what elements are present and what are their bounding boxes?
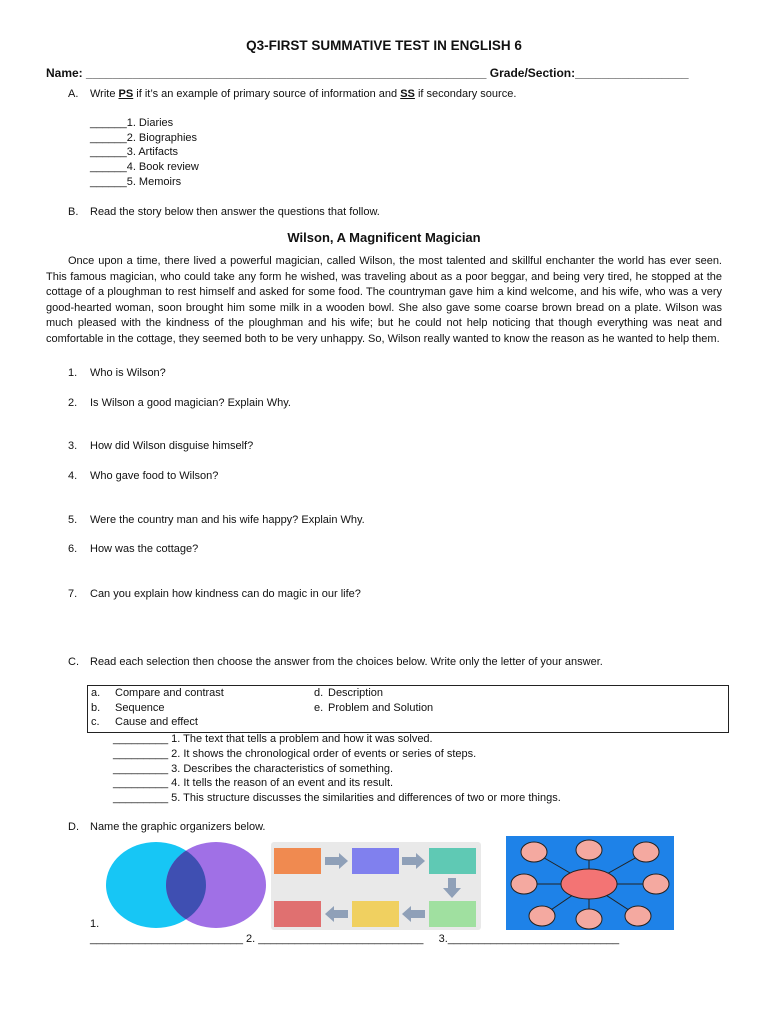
choice-text: Description [328, 687, 384, 699]
instruction-text: Name the graphic organizers below. [90, 821, 266, 833]
choice-item [91, 701, 224, 716]
question-number: 6. [68, 543, 78, 555]
choice-item [314, 701, 433, 716]
list-item[interactable]: ______3. Artifacts [90, 146, 179, 159]
instruction-text: if secondary source. [414, 88, 517, 100]
name-grade-line[interactable]: Name: ____________________________________________________________ Grade/Section:_________________ [46, 66, 689, 80]
question-text: How was the cottage? [90, 543, 199, 555]
question-text: Is Wilson a good magician? Explain Why. [90, 397, 291, 409]
choices-right [314, 686, 433, 715]
question-number: 7. [68, 588, 78, 600]
web-node [576, 909, 602, 929]
question-number: 5. [68, 514, 78, 526]
choice-letter: c. [91, 716, 100, 729]
list-item[interactable]: ______1. Diaries [90, 117, 174, 129]
sequence-box [352, 901, 399, 927]
choice-text: Problem and Solution [328, 701, 434, 714]
question-text: Were the country man and his wife happy? Explain Why. [90, 514, 365, 526]
choice-text: Compare and contrast [115, 687, 224, 699]
section-a-letter: A. [68, 88, 79, 100]
choice-letter: e. [314, 701, 324, 714]
question-4 [68, 470, 218, 482]
sequence-chart-image [271, 842, 481, 930]
section-c-instruction [68, 656, 603, 668]
web-node [625, 906, 651, 926]
list-item[interactable]: ______4. Book review [90, 161, 199, 174]
story-paragraph: Once upon a time, there lived a powerful magician, called Wilson, the most talented and skillful enchanter the world has ever seen. This famous magician, who could take any form he wished, was traveling about as a poor beggar, and being very tired, he stopped at the cottage of a ploughman to rest himself and asked for some food. The countryman gave him a kind welcome, and his wife, who was a very good-hearted woman, soon brought him some milk in a wooden bowl. She also gave some coarse brown bread on a plate. Wilson was much pleased with the kindness of the ploughman and his wife; but he could not help noticing that though everything was neat and comfortable in the cottage, they seemed both to be very unhappy. So, Wilson really wanted to know the reason as he wanted to help them. [46, 255, 722, 345]
question-number: 2. [68, 397, 78, 409]
section-c-letter: C. [68, 656, 79, 668]
section-a-instruction [68, 88, 516, 100]
question-text: Can you explain how kindness can do magic in our life? [90, 588, 361, 600]
sequence-box [429, 848, 476, 874]
question-1 [68, 367, 166, 379]
list-item[interactable]: _________ 4. It tells the reason of an event and its result. [113, 777, 394, 790]
web-node [529, 906, 555, 926]
web-node [576, 840, 602, 860]
sequence-box [274, 848, 321, 874]
instruction-text: if it’s an example of primary source of information and [133, 88, 401, 100]
question-text: How did Wilson disguise himself? [90, 440, 254, 452]
concept-web-image [506, 836, 674, 930]
list-item[interactable]: _________ 1. The text that tells a problem and how it was solved. [113, 733, 433, 745]
list-item[interactable]: _________ 5. This structure discusses the similarities and differences of two or more things. [113, 792, 561, 805]
list-item[interactable]: _________ 3. Describes the characteristics of something. [113, 762, 394, 775]
section-c-list [113, 732, 561, 806]
choice-letter: b. [91, 701, 101, 714]
instruction-text: Read the story below then answer the questions that follow. [90, 206, 380, 218]
question-number: 1. [68, 367, 78, 379]
question-6 [68, 543, 198, 555]
web-center-node [561, 869, 617, 899]
web-node [633, 842, 659, 862]
section-b-instruction [68, 206, 380, 218]
choice-item [91, 686, 224, 701]
choice-item [91, 715, 224, 730]
question-number: 4. [68, 470, 78, 482]
section-b-letter: B. [68, 206, 79, 218]
ss-term: SS [400, 88, 415, 100]
choice-item [314, 686, 433, 701]
web-node [521, 842, 547, 862]
question-7 [68, 588, 361, 600]
section-a-list [90, 116, 199, 190]
choice-letter: a. [91, 687, 101, 699]
section-d-instruction [68, 821, 265, 833]
question-number: 3. [68, 440, 78, 452]
question-text: Who gave food to Wilson? [90, 470, 219, 482]
list-item[interactable]: ______5. Memoirs [90, 175, 182, 188]
question-5 [68, 514, 365, 526]
list-item[interactable]: ______2. Biographies [90, 131, 198, 144]
section-d-letter: D. [68, 821, 79, 833]
choice-text: Sequence [115, 701, 165, 714]
question-3 [68, 440, 253, 452]
organizer-answer-blanks[interactable]: _________________________ 2. ___________________________ 3.____________________________ [90, 933, 620, 945]
choice-letter: d. [314, 687, 324, 699]
choices-left [91, 686, 224, 730]
choice-text: Cause and effect [115, 716, 198, 729]
sequence-box [352, 848, 399, 874]
organizer-number-1: 1. [90, 918, 100, 930]
story-title: Wilson, A Magnificent Magician [287, 230, 481, 245]
question-text: Who is Wilson? [90, 367, 166, 379]
choices-box [87, 685, 729, 733]
sequence-box [274, 901, 321, 927]
list-item[interactable]: _________ 2. It shows the chronological order of events or series of steps. [113, 747, 477, 760]
page-title: Q3-FIRST SUMMATIVE TEST IN ENGLISH 6 [246, 38, 522, 53]
instruction-text: Write [90, 88, 119, 100]
web-node [643, 874, 669, 894]
venn-diagram-image [100, 838, 268, 928]
sequence-box [429, 901, 476, 927]
ps-term: PS [118, 88, 134, 100]
instruction-text: Read each selection then choose the answer from the choices below. Write only the letter of your answer. [90, 656, 603, 668]
question-2 [68, 397, 291, 409]
web-node [511, 874, 537, 894]
